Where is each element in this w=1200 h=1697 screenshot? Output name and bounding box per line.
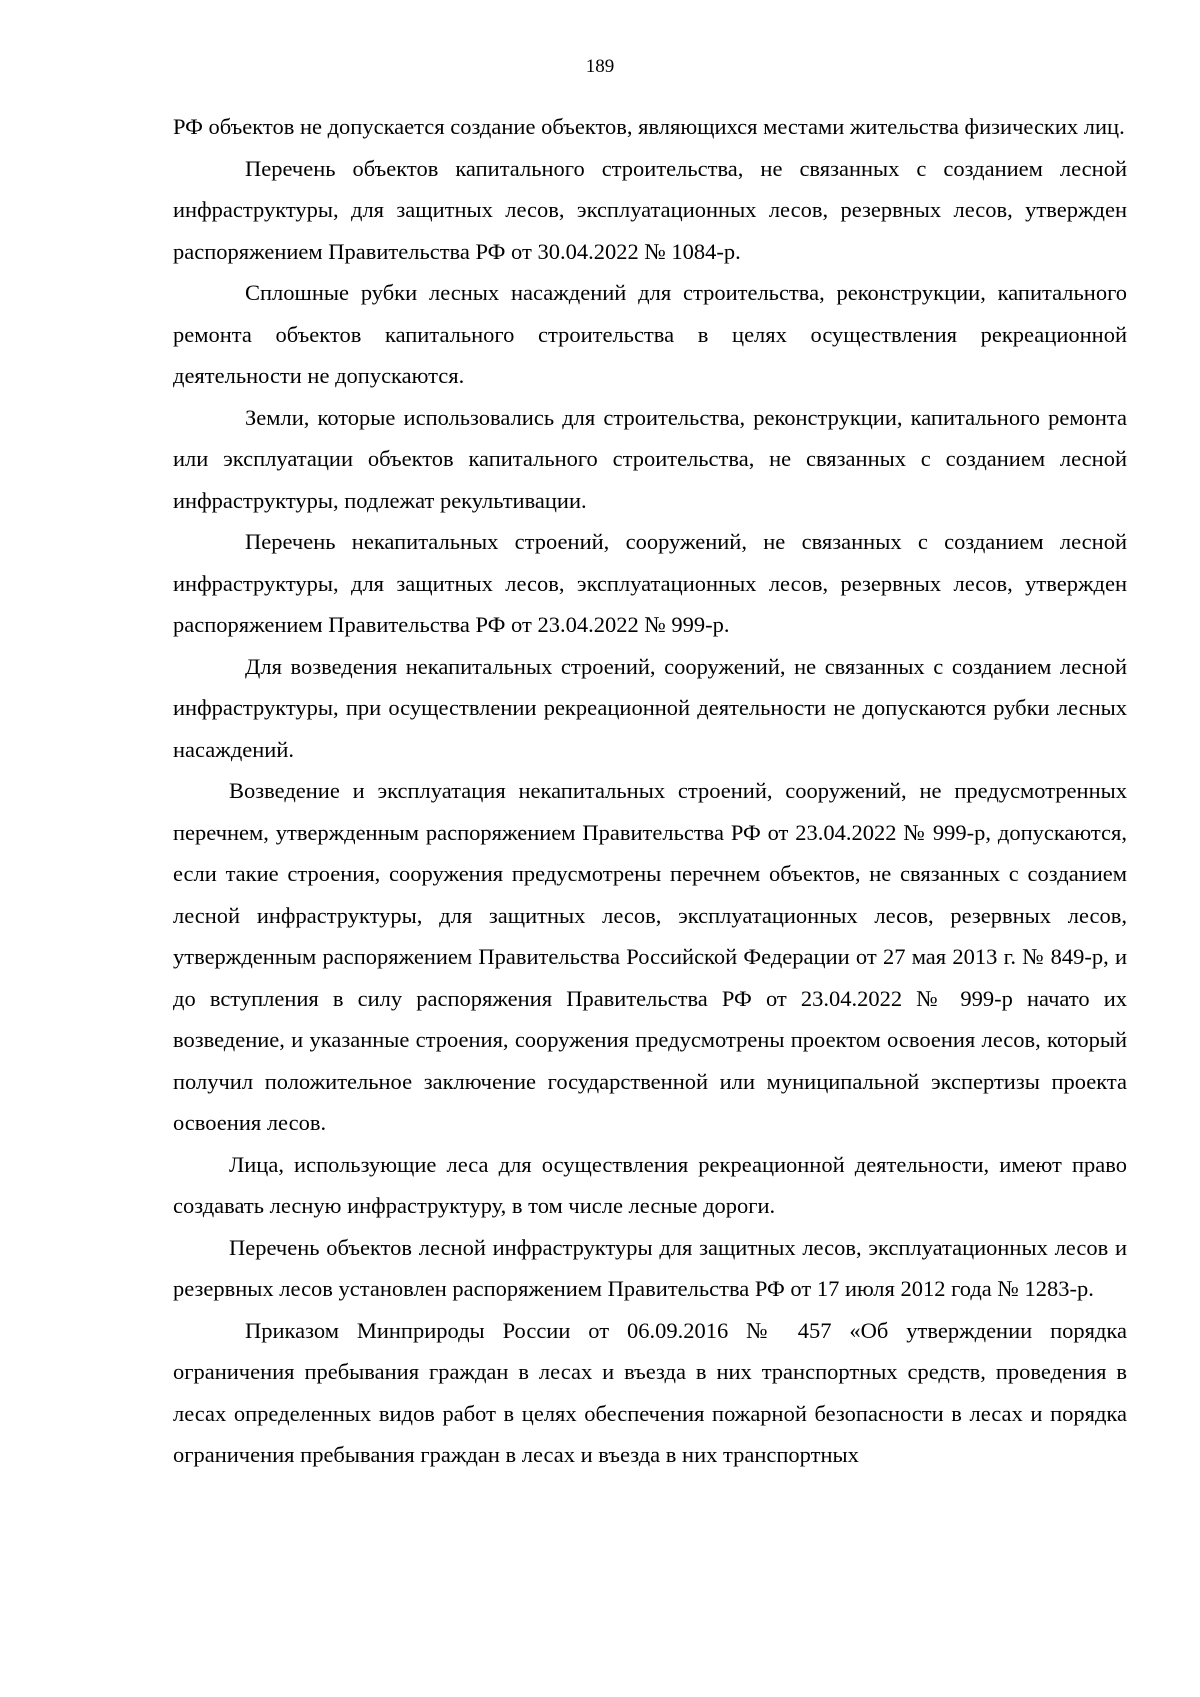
paragraph: Сплошные рубки лесных насаждений для строительства, реконструкции, капитального ремонта объектов капитального строительства в целях осуществления рекреационной деятельности не допускаются. xyxy=(173,280,1127,388)
paragraph: Перечень объектов лесной инфраструктуры для защитных лесов, эксплуатационных лесов и резервных лесов установлен распоряжением Правительства РФ от 17 июля 2012 года № 1283-р. xyxy=(173,1234,1127,1301)
paragraph: Перечень некапитальных строений, сооружений, не связанных с созданием лесной инфраструктуры, для защитных лесов, эксплуатационных лесов, резервных лесов, утвержден распоряжением Правительства РФ от 23.04.2022 № 999-р. xyxy=(173,529,1127,637)
paragraph: Перечень объектов капитального строительства, не связанных с созданием лесной инфраструктуры, для защитных лесов, эксплуатационных лесов, резервных лесов, утвержден распоряжением Правительства РФ от 30.04.2022 № 1084-р. xyxy=(173,155,1127,264)
paragraph: Возведение и эксплуатация некапитальных строений, сооружений, не предусмотренных перечнем, утвержденным распоряжением Правительства РФ от 23.04.2022 № 999-р, допускаются, если такие строения, сооружения предусмотрены перечнем объектов, не связанных с созданием лесной инфраструктуры, для защитных лесов, эксплуатационных лесов, резервных лесов, утвержденным распоряжением Правительства Российской Федерации от 27 мая 2013 г. № 849-р, и до вступления в силу распоряжения Правительства РФ от 23.04.2022 № 999-р начато их возведение, и указанные строения, сооружения предусмотрены проектом освоения лесов, который получил положительное заключение государственной или муниципальной экспертизы проекта освоения лесов. xyxy=(173,778,1127,1135)
paragraph: Приказом Минприроды России от 06.09.2016 № 457 «Об утверждении порядка ограничения пребывания граждан в лесах и въезда в них транспортных средств, проведения в лесах определенных видов работ в целях обеспечения пожарной безопасности в лесах и порядка ограничения пребывания граждан в лесах и въезда в них транспортных xyxy=(173,1317,1127,1467)
document-body xyxy=(173,106,1127,1476)
paragraph: Земли, которые использовались для строительства, реконструкции, капитального ремонта или эксплуатации объектов капитального строительства, не связанных с созданием лесной инфраструктуры, подлежат рекультивации. xyxy=(173,404,1127,513)
paragraph: Для возведения некапитальных строений, сооружений, не связанных с созданием лесной инфраструктуры, при осуществлении рекреационной деятельности не допускаются рубки лесных насаждений. xyxy=(173,653,1127,762)
page-number: 189 xyxy=(585,56,615,77)
paragraph: РФ объектов не допускается создание объектов, являющихся местами жительства физических лиц. xyxy=(173,114,1125,139)
paragraph: Лица, использующие леса для осуществления рекреационной деятельности, имеют право создавать лесную инфраструктуру, в том числе лесные дороги. xyxy=(173,1151,1127,1218)
